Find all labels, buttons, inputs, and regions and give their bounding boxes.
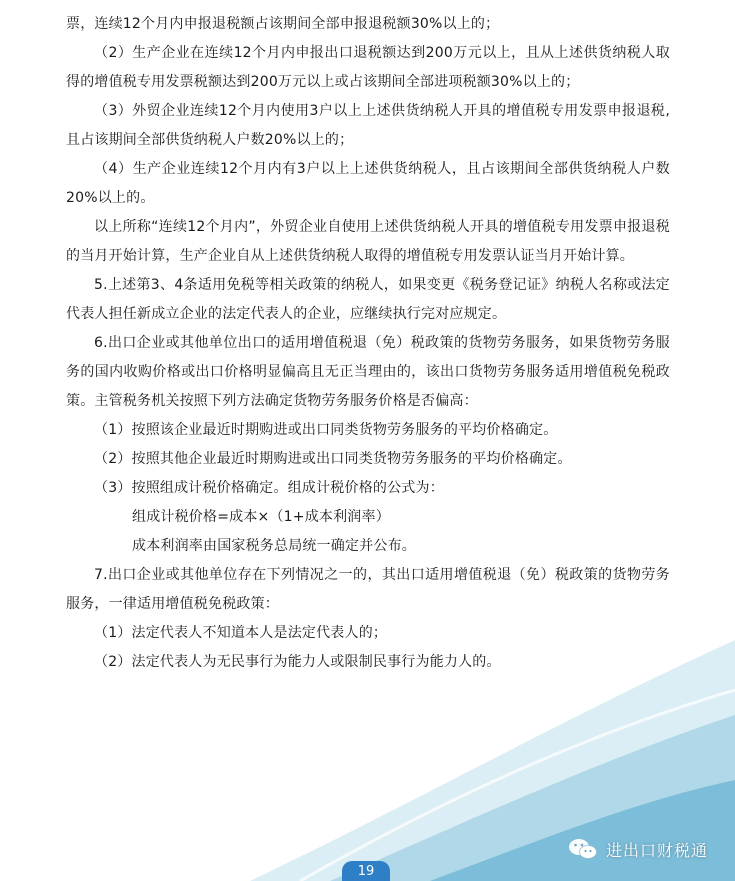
paragraph-item-2: （2）生产企业在连续12个月内申报出口退税额达到200万元以上，且从上述供货纳税人取得的增值税专用发票税额达到200万元以上或占该期间全部进项税额30%以上的； <box>66 45 670 90</box>
paragraph-method-3: （3）按照组成计税价格确定。组成计税价格的公式为： <box>94 480 444 496</box>
body-text <box>66 10 670 677</box>
paragraph-case-2: （2）法定代表人为无民事行为能力人或限制民事行为能力人的。 <box>94 654 501 670</box>
paragraph-item-4: （4）生产企业连续12个月内有3户以上上述供货纳税人，且占该期间全部供货纳税人户数20%以上的。 <box>66 161 670 206</box>
watermark-text: 进出口财税通 <box>606 840 709 860</box>
wechat-icon <box>568 837 598 861</box>
paragraph-continuation: 票，连续12个月内申报退税额占该期间全部申报退税额30%以上的； <box>66 16 500 32</box>
paragraph-note: 以上所称“连续12个月内”，外贸企业自使用上述供货纳税人开具的增值税专用发票申报退税的当月开始计算，生产企业自从上述供货纳税人取得的增值税专用发票认证当月开始计算。 <box>66 219 670 264</box>
paragraph-method-1: （1）按照该企业最近时期购进或出口同类货物劳务服务的平均价格确定。 <box>94 422 558 438</box>
formula-note: 成本利润率由国家税务总局统一确定并公布。 <box>132 538 416 554</box>
paragraph-method-2: （2）按照其他企业最近时期购进或出口同类货物劳务服务的平均价格确定。 <box>94 451 572 467</box>
paragraph-section-5: 5.上述第3、4条适用免税等相关政策的纳税人，如果变更《税务登记证》纳税人名称或法定代表人担任新成立企业的法定代表人的企业，应继续执行完对应规定。 <box>66 277 670 322</box>
paragraph-section-7: 7.出口企业或其他单位存在下列情况之一的，其出口适用增值税退（免）税政策的货物劳务服务，一律适用增值税免税政策： <box>66 567 670 612</box>
formula-line: 组成计税价格=成本×（1+成本利润率） <box>132 509 390 525</box>
page-number: 19 <box>342 861 390 881</box>
wechat-watermark <box>568 836 708 862</box>
paragraph-item-3: （3）外贸企业连续12个月内使用3户以上上述供货纳税人开具的增值税专用发票申报退税,且占该期间全部供货纳税人户数20%以上的； <box>66 103 670 148</box>
paragraph-section-6: 6.出口企业或其他单位出口的适用增值税退（免）税政策的货物劳务服务，如果货物劳务服务的国内收购价格或出口价格明显偏高且无正当理由的，该出口货物劳务服务适用增值税免税政策。主管税务机关按照下列方法确定货物劳务服务价格是否偏高： <box>66 335 670 409</box>
paragraph-case-1: （1）法定代表人不知道本人是法定代表人的； <box>94 625 388 641</box>
